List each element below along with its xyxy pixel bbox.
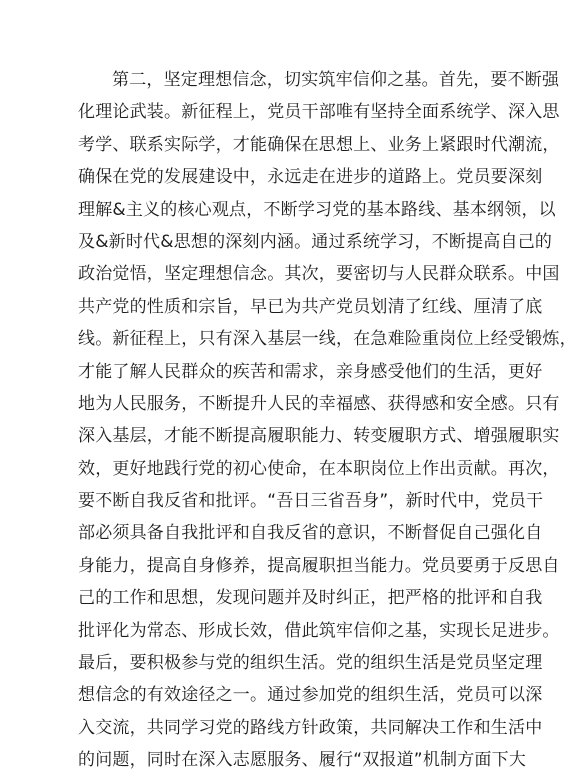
text-line: 最后，要积极参与党的组织生活。党的组织生活是党员坚定理: [78, 653, 543, 674]
text-line: 化理论武装。新征程上，党员干部唯有坚持全面系统学、深入思: [78, 102, 560, 123]
text-line: 才能了解人民群众的疾苦和需求，亲身感受他们的生活，更好: [78, 361, 543, 382]
text-line: 批评化为常态、形成长效，借此筑牢信仰之基，实现长足进步。: [78, 620, 560, 641]
text-line: 要不断自我反省和批评。“吾日三省吾身”，新时代中，党员干: [78, 491, 544, 512]
text-line: 线。新征程上，只有深入基层一线，在急难险重岗位上经受锻炼，: [78, 329, 577, 350]
text-line: 深入基层，才能不断提高履职能力、转变履职方式、增强履职实: [78, 426, 560, 447]
text-line: 及&新时代&思想的深刻内涵。通过系统学习，不断提高自己的: [78, 231, 553, 252]
text-line: 第二，坚定理想信念，切实筑牢信仰之基。首先，要不断强: [112, 70, 560, 90]
text-line: 入交流，共同学习党的路线方针政策，共同解决工作和生活中: [78, 717, 543, 738]
text-line: 共产党的性质和宗旨，早已为共产党员划清了红线、厘清了底: [78, 296, 543, 317]
text-line: 政治觉悟，坚定理想信念。其次，要密切与人民群众联系。中国: [78, 264, 560, 285]
text-line: 身能力，提高自身修养，提高履职担当能力。党员要勇于反思自: [78, 555, 560, 576]
text-line: 效，更好地践行党的初心使命，在本职岗位上作出贡献。再次，: [78, 458, 560, 479]
text-line: 部必须具备自我批评和自我反省的意识，不断督促自己强化自: [78, 523, 543, 544]
text-line: 想信念的有效途径之一。通过参加党的组织生活，党员可以深: [78, 685, 543, 706]
text-line: 理解&主义的核心观点，不断学习党的基本路线、基本纲领，以: [78, 199, 556, 220]
text-line: 地为人民服务，不断提升人民的幸福感、获得感和安全感。只有: [78, 393, 560, 414]
text-line: 考学、联系实际学，才能确保在思想上、业务上紧跟时代潮流，: [78, 134, 560, 155]
text-line: 己的工作和思想，发现问题并及时纠正，把严格的批评和自我: [78, 588, 543, 609]
paragraph-body: [78, 64, 577, 777]
text-line: 的问题，同时在深入志愿服务、履行“双报道”机制方面下大: [78, 750, 527, 771]
text-line: 确保在党的发展建设中，永远走在进步的道路上。党员要深刻: [78, 167, 543, 188]
